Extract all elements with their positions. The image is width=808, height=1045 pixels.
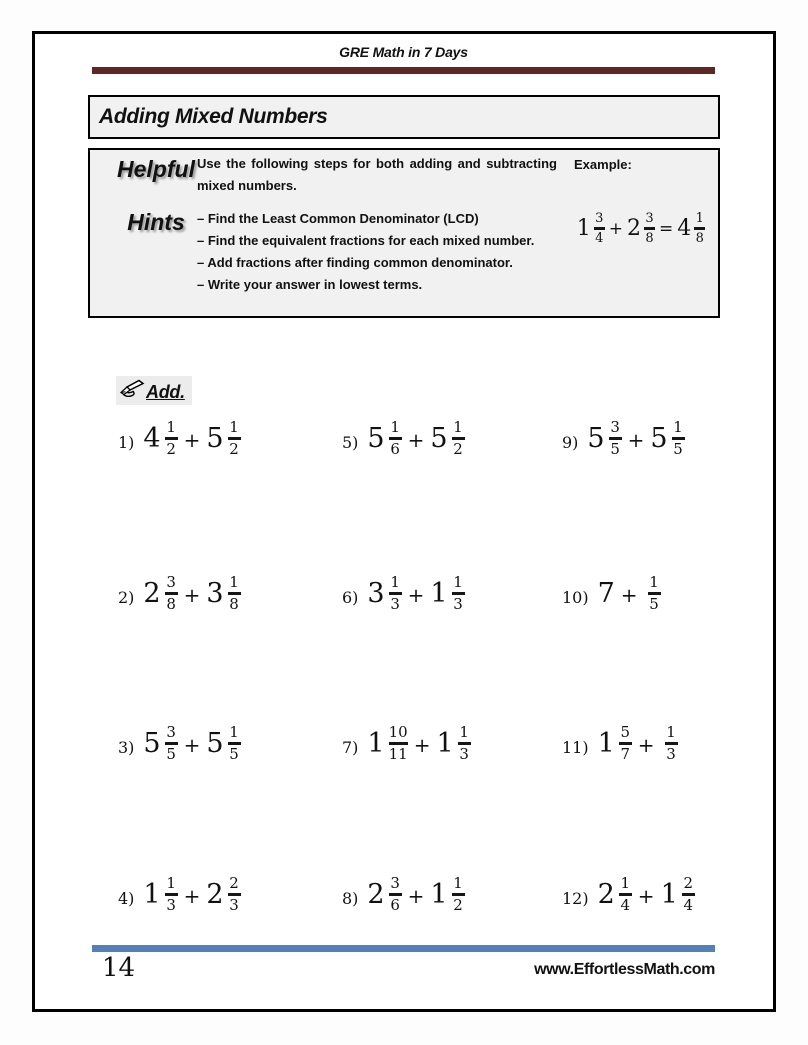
fraction xyxy=(672,420,685,458)
mixed-number xyxy=(143,575,177,613)
denominator: 5 xyxy=(673,439,683,458)
mixed-number xyxy=(206,725,240,763)
fraction-bar xyxy=(644,227,655,230)
denominator: 3 xyxy=(459,744,469,763)
mixed-number xyxy=(661,725,678,763)
helpful-hints-box xyxy=(88,148,720,318)
mixed-number xyxy=(367,420,401,458)
operator: + xyxy=(407,883,425,908)
numerator: 1 xyxy=(390,418,400,436)
writing-hand-icon xyxy=(119,379,145,403)
problem-9 xyxy=(562,420,762,458)
page-number: 14 xyxy=(102,953,136,983)
fraction xyxy=(165,420,178,458)
add-instruction: Add. xyxy=(146,382,185,402)
hint-bullet: – Find the equivalent fractions for each mixed number. xyxy=(197,233,535,248)
whole-number: 2 xyxy=(206,879,224,911)
numerator: 1 xyxy=(666,723,676,741)
denominator: 3 xyxy=(453,594,463,613)
mixed-number xyxy=(143,725,177,763)
denominator: 3 xyxy=(666,744,676,763)
denominator: 3 xyxy=(390,594,400,613)
hint-bullet: – Write your answer in lowest terms. xyxy=(197,277,423,292)
mixed-number xyxy=(143,876,177,914)
problem-4 xyxy=(118,876,342,914)
hints-heading-line2: Hints xyxy=(127,209,185,235)
numerator: 1 xyxy=(229,418,239,436)
fraction xyxy=(594,212,605,245)
mixed-number xyxy=(430,876,464,914)
problem-1 xyxy=(118,420,342,458)
denominator: 8 xyxy=(229,594,239,613)
problem-number: 9) xyxy=(562,433,579,453)
operator: + xyxy=(608,219,623,240)
fraction xyxy=(228,876,241,914)
fraction xyxy=(389,725,408,763)
whole-number: 5 xyxy=(206,423,224,455)
hint-bullet: – Find the Least Common Denominator (LCD) xyxy=(197,211,479,226)
whole-number: 5 xyxy=(206,728,224,760)
expression xyxy=(143,876,240,914)
whole-number: 5 xyxy=(430,423,448,455)
whole-number: 1 xyxy=(367,728,385,760)
operator: + xyxy=(183,582,201,607)
denominator: 4 xyxy=(595,230,604,246)
mixed-number xyxy=(206,876,240,914)
problem-11 xyxy=(562,725,762,763)
operator: + xyxy=(407,427,425,452)
fraction xyxy=(389,876,402,914)
numerator: 2 xyxy=(683,874,694,892)
numerator: 1 xyxy=(390,573,400,591)
mixed-number xyxy=(598,725,632,763)
hints-heading-line1: Helpful xyxy=(117,156,195,182)
numerator: 2 xyxy=(229,874,239,892)
operator: + xyxy=(183,427,201,452)
operator: + xyxy=(183,883,201,908)
fraction xyxy=(452,420,465,458)
numerator: 1 xyxy=(229,723,239,741)
fraction xyxy=(165,725,178,763)
problem-number: 8) xyxy=(342,889,359,909)
fraction xyxy=(644,212,655,245)
problem-5 xyxy=(342,420,562,458)
operator: + xyxy=(627,427,645,452)
numerator: 5 xyxy=(620,723,631,741)
operator: = xyxy=(659,219,674,240)
operator: + xyxy=(413,732,431,757)
fraction-bar xyxy=(594,227,605,230)
expression xyxy=(598,575,661,613)
denominator: 11 xyxy=(388,744,408,763)
problem-number: 2) xyxy=(118,588,135,608)
numerator: 1 xyxy=(453,418,463,436)
denominator: 3 xyxy=(229,895,239,914)
problems-grid xyxy=(118,420,762,936)
problem-6 xyxy=(342,575,562,613)
whole-number: 3 xyxy=(206,578,224,610)
denominator: 5 xyxy=(649,594,659,613)
problem-number: 3) xyxy=(118,738,135,758)
problem-2 xyxy=(118,575,342,613)
expression xyxy=(587,420,684,458)
problem-number: 1) xyxy=(118,433,135,453)
example-label: Example: xyxy=(574,157,632,172)
denominator: 2 xyxy=(453,895,463,914)
mixed-number xyxy=(430,420,464,458)
problem-number: 6) xyxy=(342,588,359,608)
fraction xyxy=(665,725,678,763)
maroon-rule xyxy=(92,67,715,74)
mixed-number xyxy=(577,212,605,245)
section-title-box xyxy=(88,95,720,139)
problem-12 xyxy=(562,876,762,914)
whole-number: 5 xyxy=(587,423,605,455)
expression xyxy=(143,575,240,613)
operator: + xyxy=(183,732,201,757)
section-title: Adding Mixed Numbers xyxy=(99,105,328,128)
numerator: 1 xyxy=(166,418,176,436)
fraction xyxy=(389,420,402,458)
denominator: 2 xyxy=(166,439,176,458)
fraction xyxy=(682,876,695,914)
fraction xyxy=(452,575,465,613)
mixed-number xyxy=(367,876,401,914)
fraction xyxy=(228,575,241,613)
denominator: 8 xyxy=(645,230,654,246)
blue-rule xyxy=(92,945,715,952)
denominator: 5 xyxy=(166,744,176,763)
operator: + xyxy=(637,732,655,757)
mixed-number xyxy=(206,420,240,458)
mixed-number xyxy=(143,420,177,458)
expression xyxy=(367,725,470,763)
denominator: 5 xyxy=(610,439,620,458)
expression xyxy=(367,575,464,613)
fraction xyxy=(619,725,632,763)
problem-number: 12) xyxy=(562,889,589,909)
numerator: 3 xyxy=(166,573,176,591)
denominator: 6 xyxy=(390,439,400,458)
fraction xyxy=(228,420,241,458)
numerator: 3 xyxy=(645,211,654,226)
operator: + xyxy=(620,582,638,607)
numerator: 1 xyxy=(459,723,469,741)
numerator: 3 xyxy=(390,874,400,892)
fraction xyxy=(165,876,178,914)
problem-3 xyxy=(118,725,342,763)
denominator: 3 xyxy=(166,895,176,914)
fraction xyxy=(648,575,661,613)
mixed-number xyxy=(436,725,470,763)
whole-number: 2 xyxy=(143,578,161,610)
problem-number: 4) xyxy=(118,889,135,909)
problem-8 xyxy=(342,876,562,914)
mixed-number xyxy=(367,725,407,763)
example-equation xyxy=(568,212,714,245)
numerator: 3 xyxy=(610,418,620,436)
denominator: 7 xyxy=(620,744,631,763)
problem-number: 5) xyxy=(342,433,359,453)
expression xyxy=(598,876,695,914)
expression xyxy=(143,725,240,763)
hints-bullets xyxy=(197,208,557,296)
numerator: 3 xyxy=(595,211,604,226)
fraction xyxy=(452,876,465,914)
hints-body xyxy=(197,153,557,296)
whole-number: 2 xyxy=(627,215,641,241)
problem-number: 10) xyxy=(562,588,589,608)
numerator: 1 xyxy=(673,418,683,436)
whole-number: 5 xyxy=(650,423,668,455)
mixed-number xyxy=(627,212,655,245)
numerator: 1 xyxy=(620,874,631,892)
numerator: 1 xyxy=(166,874,176,892)
expression xyxy=(143,420,240,458)
fraction xyxy=(389,575,402,613)
denominator: 8 xyxy=(166,594,176,613)
add-instruction-tag xyxy=(116,376,192,405)
fraction xyxy=(619,876,632,914)
operator: + xyxy=(407,582,425,607)
problem-number: 11) xyxy=(562,738,589,758)
mixed-number xyxy=(597,578,615,610)
fraction xyxy=(609,420,622,458)
mixed-number xyxy=(677,212,705,245)
denominator: 8 xyxy=(695,230,704,246)
numerator: 1 xyxy=(229,573,239,591)
whole-number: 1 xyxy=(576,215,591,241)
whole-number: 7 xyxy=(597,578,615,610)
mixed-number xyxy=(644,575,661,613)
denominator: 4 xyxy=(620,895,631,914)
whole-number: 4 xyxy=(143,423,161,455)
mixed-number xyxy=(367,575,401,613)
whole-number: 2 xyxy=(597,879,615,911)
operator: + xyxy=(637,883,655,908)
fraction-bar xyxy=(694,227,705,230)
whole-number: 1 xyxy=(143,879,161,911)
mixed-number xyxy=(598,876,632,914)
whole-number: 1 xyxy=(436,728,454,760)
fraction xyxy=(165,575,178,613)
expression xyxy=(367,420,464,458)
problem-10 xyxy=(562,575,762,613)
numerator: 1 xyxy=(453,874,463,892)
mixed-number xyxy=(650,420,684,458)
whole-number: 1 xyxy=(430,578,448,610)
denominator: 5 xyxy=(229,744,239,763)
denominator: 6 xyxy=(390,895,400,914)
expression xyxy=(367,876,464,914)
whole-number: 1 xyxy=(597,728,615,760)
whole-number: 5 xyxy=(367,423,385,455)
expression xyxy=(598,725,678,763)
mixed-number xyxy=(661,876,695,914)
denominator: 2 xyxy=(229,439,239,458)
numerator: 10 xyxy=(388,723,408,741)
problem-7 xyxy=(342,725,562,763)
book-title: GRE Math in 7 Days xyxy=(339,44,468,60)
hints-intro: Use the following steps for both adding and subtracting mixed numbers. xyxy=(197,156,557,193)
numerator: 1 xyxy=(453,573,463,591)
mixed-number xyxy=(587,420,621,458)
fraction xyxy=(228,725,241,763)
hint-bullet: – Add fractions after finding common denominator. xyxy=(197,255,513,270)
website-link: www.EffortlessMath.com xyxy=(534,961,715,978)
mixed-number xyxy=(206,575,240,613)
whole-number: 1 xyxy=(660,879,678,911)
numerator: 1 xyxy=(695,211,704,226)
whole-number: 3 xyxy=(367,578,385,610)
whole-number: 1 xyxy=(430,879,448,911)
whole-number: 4 xyxy=(677,215,692,241)
whole-number: 5 xyxy=(143,728,161,760)
mixed-number xyxy=(430,575,464,613)
numerator: 3 xyxy=(166,723,176,741)
problem-number: 7) xyxy=(342,738,359,758)
numerator: 1 xyxy=(649,573,659,591)
fraction xyxy=(694,212,705,245)
denominator: 2 xyxy=(453,439,463,458)
whole-number: 2 xyxy=(367,879,385,911)
fraction xyxy=(458,725,471,763)
denominator: 4 xyxy=(683,895,694,914)
